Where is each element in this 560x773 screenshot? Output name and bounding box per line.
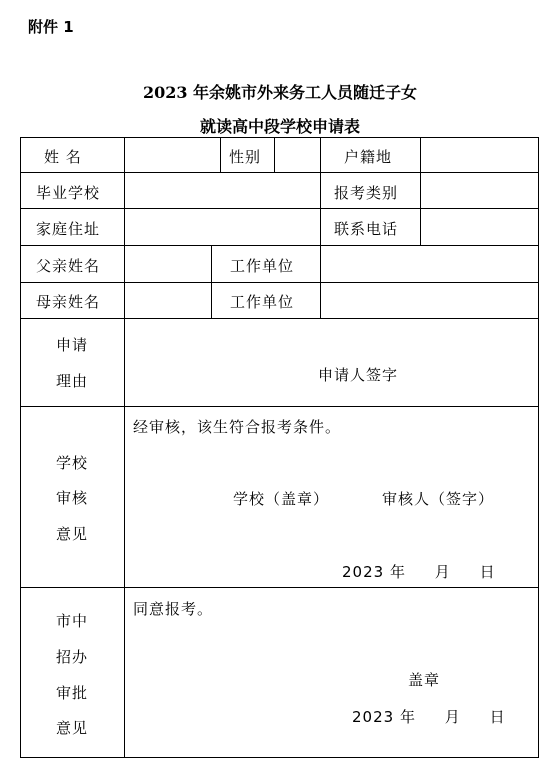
exam-type-label: 报考类别	[334, 184, 399, 202]
city-approval-label-line1: 市中	[55, 612, 88, 630]
name-label: 姓 名	[44, 148, 82, 166]
school-seal-label: 学校（盖章）	[233, 490, 330, 508]
school-review-label-line1: 学校	[55, 454, 88, 472]
attachment-label: 附件 1	[28, 18, 74, 36]
applicant-signature-label: 申请人签字	[318, 366, 399, 384]
school-review-statement: 经审核，该生符合报考条件。	[133, 418, 342, 436]
reason-label-line1: 申请	[55, 336, 88, 354]
mother-work-label: 工作单位	[230, 293, 295, 311]
city-approval-date: 2023 年 月 日	[352, 708, 506, 726]
home-address-label: 家庭住址	[36, 220, 101, 238]
father-work-label: 工作单位	[230, 257, 295, 275]
school-review-date: 2023 年 月 日	[342, 563, 496, 581]
form-title-line1: 2023 年余姚市外来务工人员随迁子女	[142, 83, 418, 102]
school-review-label-line2: 审核	[55, 489, 88, 507]
gender-label: 性别	[229, 148, 262, 166]
mother-name-label: 母亲姓名	[36, 293, 101, 311]
phone-label: 联系电话	[334, 220, 399, 238]
form-title-line2: 就读高中段学校申请表	[199, 117, 360, 136]
hukou-label: 户籍地	[344, 148, 393, 166]
graduate-school-label: 毕业学校	[36, 184, 101, 202]
city-approval-statement: 同意报考。	[133, 600, 214, 618]
reviewer-signature-label: 审核人（签字）	[382, 490, 495, 508]
city-approval-label-line3: 审批	[55, 684, 88, 702]
city-approval-label-line2: 招办	[55, 648, 88, 666]
city-approval-label-line4: 意见	[55, 719, 88, 737]
city-seal-label: 盖章	[408, 671, 441, 689]
school-review-label-line3: 意见	[55, 525, 88, 543]
father-name-label: 父亲姓名	[36, 257, 101, 275]
reason-label-line2: 理由	[55, 372, 88, 390]
